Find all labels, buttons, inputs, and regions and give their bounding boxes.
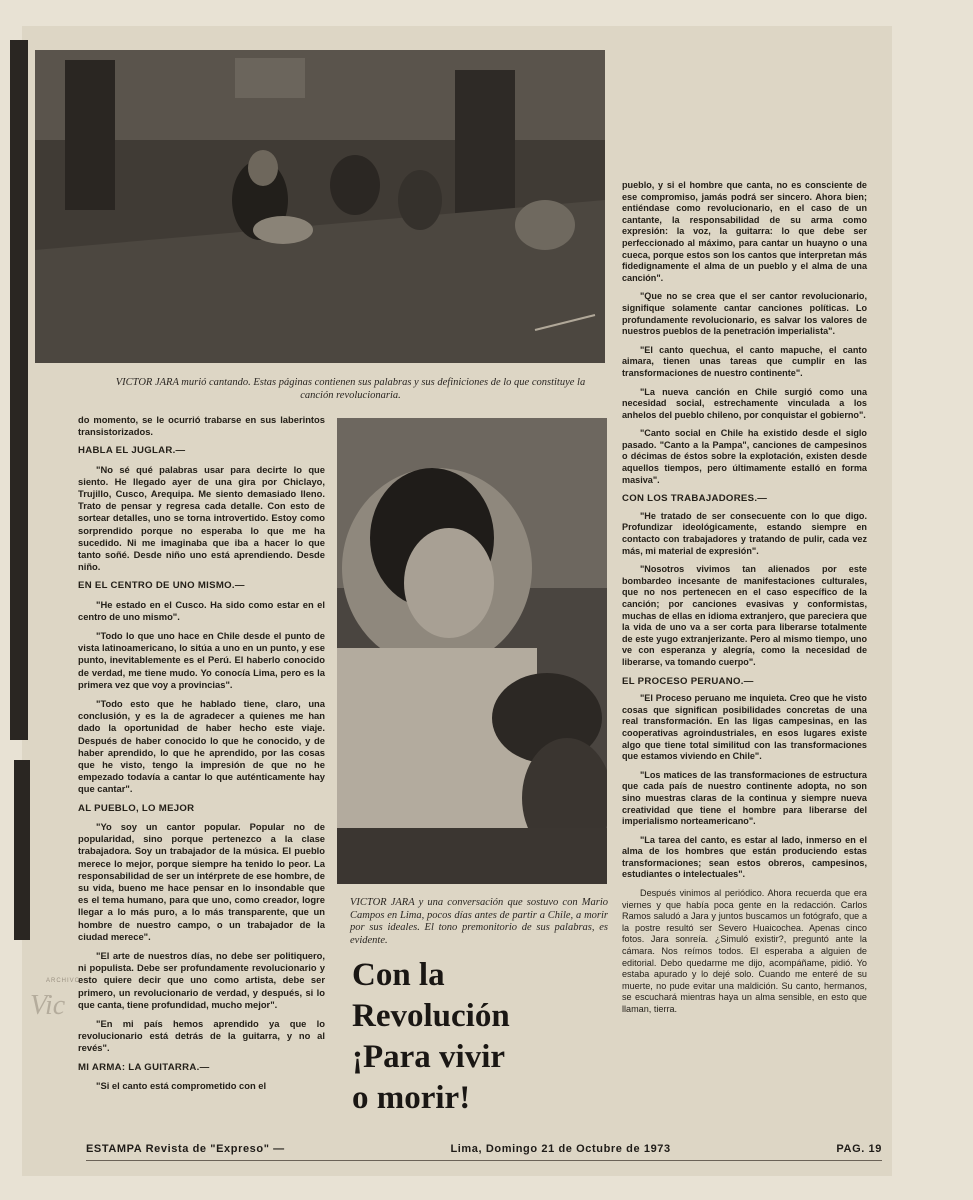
paragraph: "La nueva canción en Chile surgió como una necesidad social, estrechamente vinculada a los anhelos del pueblo chileno, por conquistar el gobierno". (622, 386, 867, 420)
subheading-en-el-centro: EN EL CENTRO DE UNO MISMO.— (78, 580, 245, 592)
footer-page-number: PAG. 19 (836, 1143, 882, 1155)
paragraph: "Todo lo que uno hace en Chile desde el punto de vista latinoamericano, lo sitúa a uno en un punto, y ese punto, inevitablemente es el Perú. El haberlo conocido de verdad, me tiene mudo. Yo conocía Lima, pero es la primera vez que voy a provincias". (78, 630, 325, 690)
paragraph: "He estado en el Cusco. Ha sido como estar en el centro de uno mismo". (78, 598, 325, 622)
subheading-mi-arma: MI ARMA: LA GUITARRA.— (78, 1061, 210, 1073)
paragraph: "Canto social en Chile ha existido desde el siglo pasado. "Canto a la Pampa", canciones de campesinos o décimas de éstos sobre la explotación, existen desde aquellos tiempos, pero últimamente estalló en forma masiva". (622, 428, 867, 485)
paragraph: "Nosotros vivimos tan alienados por este bombardeo incesante de manifestaciones culturales, que no nos pertenecen en el caso específico de la canción; por canciones evasivas y conformistas, muchas de ellas en idioma extranjero, que pareciera que la vida de uno va a ser corta para liberarse totalmente de este yugo extranjerizante. Pero al mismo tiempo, uno ve con esperanza y alegría, como la necesidad de liberarse, va tomando cuerpo". (622, 564, 867, 667)
paragraph: "Si el canto está comprometido con el (96, 1079, 267, 1091)
paragraph: "Yo soy un cantor popular. Popular no de popularidad, sino porque pertenezco a la clase trabajadora. Soy un trabajador de la música. El pueblo merece lo mejor, porque siempre ha tenido lo peor. La responsabilidad de ser un intérprete de ese hombre, de su vida, bueno me hace pensar en lo insondable que es el tema humano, para que uno, como creador, logre llegar a lo más puro, a lo más transparente, que un hombre de nuestro campo, o un trabajador de la ciudad merece". (78, 820, 325, 942)
subheading-con-los-trabajadores: CON LOS TRABAJADORES.— (622, 493, 768, 505)
binding-edge (10, 40, 28, 740)
headline-line-4: o morir! (352, 1080, 471, 1116)
victor-jara-portrait-image (337, 418, 607, 884)
paragraph: "El canto quechua, el canto mapuche, el canto aimara, tienen unas tareas que cumplir en las transformaciones de nuestro continente". (622, 344, 867, 378)
article-headline (352, 955, 622, 1119)
paragraph: "Todo esto que he hablado tiene, claro, una conclusión, y es la de agradecer a quienes me han dado la oportunidad de haber hecho este viaje. Después de haber conocido lo que he conocido, y de haber aprendido, lo que he aprendido, por las cosas que he visto, tengo la impresión de que no he empezado todavía a cantar lo que auténticamente hay que cantar". (78, 698, 325, 795)
portrait-photo-caption: VICTOR JARA y una conversación que sostuvo con Mario Campos en Lima, pocos días antes de partir a Chile, a morir por sus ideales. El tono premonitorio de sus palabras, es evidente. (350, 897, 608, 946)
subheading-habla-el-juglar: HABLA EL JUGLAR.— (78, 445, 186, 457)
paragraph: "En mi país hemos aprendido ya que lo revolucionario está detrás de la guitarra, y no al revés". (78, 1017, 325, 1054)
paragraph: "La tarea del canto, es estar al lado, inmerso en el alma de los hombres que están produciendo estas transformaciones; sean estos obreros, campesinos, estudiantes o intelectuales". (622, 834, 867, 880)
headline-line-2: Revolución (352, 998, 510, 1034)
footer-publication: ESTAMPA Revista de "Expreso" — (86, 1143, 285, 1155)
article-column-left (78, 414, 325, 1099)
footer-rule (86, 1160, 882, 1161)
subheading-al-pueblo: AL PUEBLO, LO MEJOR (78, 802, 195, 814)
archive-watermark-stamp: Vic (30, 990, 66, 1021)
binding-edge-lower (14, 760, 30, 940)
page-footer (86, 1143, 882, 1155)
paragraph: "El Proceso peruano me inquieta. Creo que he visto cosas que significan posibilidades concretas de una real transformación. En las ligas campesinas, en las cooperativas agroindustriales, en esos lugares existe algo que tiene total similitud con las transformaciones que estamos viviendo en Chile". (622, 693, 867, 762)
concert-scene-image (35, 50, 605, 363)
portrait-photo (337, 418, 607, 884)
column-lead-text: do momento, se le ocurrió trabarse en sus laberintos transistorizados. (78, 414, 325, 438)
footer-date: Lima, Domingo 21 de Octubre de 1973 (450, 1143, 671, 1155)
article-column-right (622, 180, 867, 1023)
headline-line-1: Con la (352, 957, 445, 993)
paragraph: pueblo, y si el hombre que canta, no es consciente de ese compromiso, jamás podrá ser sincero. Ahora bien; entiéndase como revolucionario, en el caso de un cantante, la responsabilidad de su arma como expresión: la voz, la guitarra: lo que debe ser perfeccionado al máximo, para cantar un huayno o una cueca, porque estos son los cantos que interpretan más fidedignamente el alma de un pueblo y el alma de una canción". (622, 180, 867, 283)
top-photo (35, 50, 605, 363)
paragraph: "No sé qué palabras usar para decirte lo que siento. He llegado ayer de una gira por Chiclayo, Trujillo, Cusco, Arequipa. Me siento demasiado lleno. Trato de pensar y regresa cada detalle. Con esto de sortear detalles, uno se torna introvertido. Estoy como sorprendido porque no esperaba lo que me ha sucedido. Ni me imaginaba que iba a hacer lo que tanto soñé. Desde niño uno está aprendiendo. Desde niño. (78, 463, 325, 573)
subheading-el-proceso-peruano: EL PROCESO PERUANO.— (622, 675, 754, 687)
closing-paragraph: Después vinimos al periódico. Ahora recuerda que era viernes y que había poca gente en la redacción. Carlos Ramos saludó a Jara y juntos buscamos un fotógrafo, que a la postre resultó ser Severo Huaicochea. Apenas cinco fotos. Jara sonreía. ¿Simuló existir?, preguntó ante la cámara. Nos reímos todos. El esperaba a alguien de editorial. Debo quedarme me dijo, acompáñame, pidió. Yo estaba apurado y lo dejé solo. Cuando me enteré de su muerte, no pude evitar una maldición. Su canto, hermanos, se escuchará mientras haya un alma sensible, en esto que llaman, tierra. (622, 888, 867, 1014)
archive-stamp-label: ARCHIVO (46, 978, 81, 984)
paragraph: "Los matices de las transformaciones de estructura que cada país de nuestro continente adopta, no son sino muestras claras de la continua y siempre nueva creatividad que tiene el hombre para liberarse del imperialismo norteamericano". (622, 769, 867, 827)
top-photo-caption: VICTOR JARA murió cantando. Estas páginas contienen sus palabras y sus definiciones de lo que constituye la canción revolucionaria. (115, 377, 586, 401)
paragraph: "Que no se crea que el ser cantor revolucionario, signifique solamente cantar canciones políticas. Lo profundamente revolucionario, es salvar los valores de nuestros pueblos de la penetración imperialista". (622, 291, 867, 337)
headline-line-3: ¡Para vivir (352, 1039, 506, 1075)
paragraph: "El arte de nuestros días, no debe ser politiquero, ni populista. Debe ser profundamente revolucionario y esto quiere decir que uno como artista, debe ser primero, un revolucionario de verdad, y después, si lo que canta, tiene profundidad, mucho mejor". (78, 949, 325, 1010)
paragraph: "He tratado de ser consecuente con lo que digo. Profundizar ideológicamente, estando siempre en contacto con trabajadores y tratando de pulir, cada vez más, mi material de expresión". (622, 510, 867, 556)
